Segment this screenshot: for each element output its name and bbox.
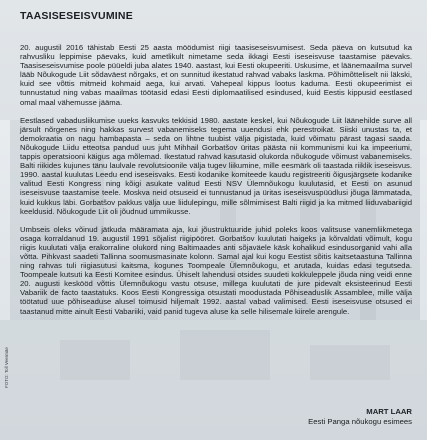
page-title: TAASISESEISVUMINE [20,10,133,22]
author-name: MART LAAR [366,407,412,416]
paragraph-1: 20. augustil 2016 tähistab Eesti 25 aasta möödumist riigi taasiseseisvumisest. Seda päeva on kutsutud ka rahvusliku leppimise päevaks, kuid ametlikult nimetame seda ikkagi Eesti iseseisvuse taastamise päevaks. Taasiseseisvumise poole püüeldi juba alates 1940. aastast, kui Eesti okupeeriti. Uskusime, et läänemaailma survel lääb Nõukogude Liit sõdaväest nõrgaks, et on sunnitud ikestatud rahvad vabaks laskma. Põhimõtteliselt nii läkski, kuid see võttis mitmeid kohmaid aega, kui arvati. Vahepeal kippus lootus kaduma. Eesti okupeerimist ei tunnustatud ning vabas maailmas töötasid edasi Eesti diplomaatilised esindused, kuid Eestis kippusid eestlased omal maal vähemusse jääma. [20,43,412,107]
author-role: Eesti Panga nõukogu esimees [308,417,412,426]
paragraph-2: Eestlased vabadusliikumise uueks kasvuks tekkisid 1980. aastate keskel, kui Nõukogude Liit läänehilde surve all järsult nõrgenes ning hakkas survest vabanemiseks tegema uuendusi ehk perestroikat. Siiski unustas ta, et demokraatia on nagu hambapasta – seda on lihtne tuubist välja pigistada, kuid võimatu pärast tagasi saada. Nõukogude Liidu etteotsa pandud uus juht Mihhail Gorbatšov üritas päästa nii kommunismi kui ka impeeriumi, tappis operatsiooni käigus aga mõlemad. Ikestatud rahvad kasutasid olukorda nõukogude võimust vabanemiseks. Balti riikides kujunes tänu laulvale revolutsioonile välja tugev liikumine, mille eesmärk oli taastada riiklik iseseisvus. 1990. aastal kuulutas Leedu end iseseisvaks. Eesti kodanike komiteede kaudu registreeriti õigusjärgsete kodanike valitud Eesti Kongress ning kõigi asukate valitud Eesti NSV Ülemnõukogu kuulutasid, et Eesti on asunud iseseisvuse taastamise teele. Moskva neid otsuseid ei tunnustanud ja üritas iseseisvuspüüdlusi jõuga lämmatada, kuid kukkus läbi. Gorbatšov pakkus välja uue liidulepingu, mille sõlmimisest Balti riigid ja ka mitmed liiduvabariigid keeldusid. Nõukogude Liit oli jõudnud ummikusse. [20,115,412,216]
photo-credit: FOTO: Toll Veermäe [4,347,9,388]
signature-block [308,407,412,427]
paragraph-3: Umbseis oleks võinud jätkuda määramata aja, kui jõustruktuuride juhid poleks koos valitsuse vanemliikmetega osaga korraldanud 19. augustil 1991 sõjalist riigipööret. Gorbatšov kuulutati haigeks ja kõrvaldati võimult, kogu riigis kuulutati välja erakorraline olukord ning Baltimaades anti sõjaväele käsk kohalikud esindusorganid vahi alla võtta. Pihkvast saadeti Tallinna soomusmasinate kolonn. Samal ajal kui kogu Eestist sõitis kaitsetaastuna Tallinna ning rahvas tuli riigiasutusi kaitsma, kogunes Toompeale Ülemnõukogu, et arutada, kuidas edasi tegutseda. Toompeale kutsuti ka Eesti Komitee esindus. Ühiselt lahendusi otsides suudeti kokkuleppele jõuda ning veidi enne 20. augusti keskööd võttis Ülemnõukogu vastu otsuse, millega kuulutati de jure pidevalt eksisteerinud Eesti Vabariik de facto taastatuks. Koos Eesti Kongressiga otsustati moodustada Põhiseaduslik Assamblee, mille välja töötatud uue põhiseaduse alusel toimusid hiljemalt 1992. aastal vabad valimised. Eesti iseseisvuse otsused ei taastanud mitte ainult Eesti Vabariiki, vaid panid tugeva aluse ka selle hilisemale kiirele arengule. [20,224,412,316]
article-body [20,43,412,325]
